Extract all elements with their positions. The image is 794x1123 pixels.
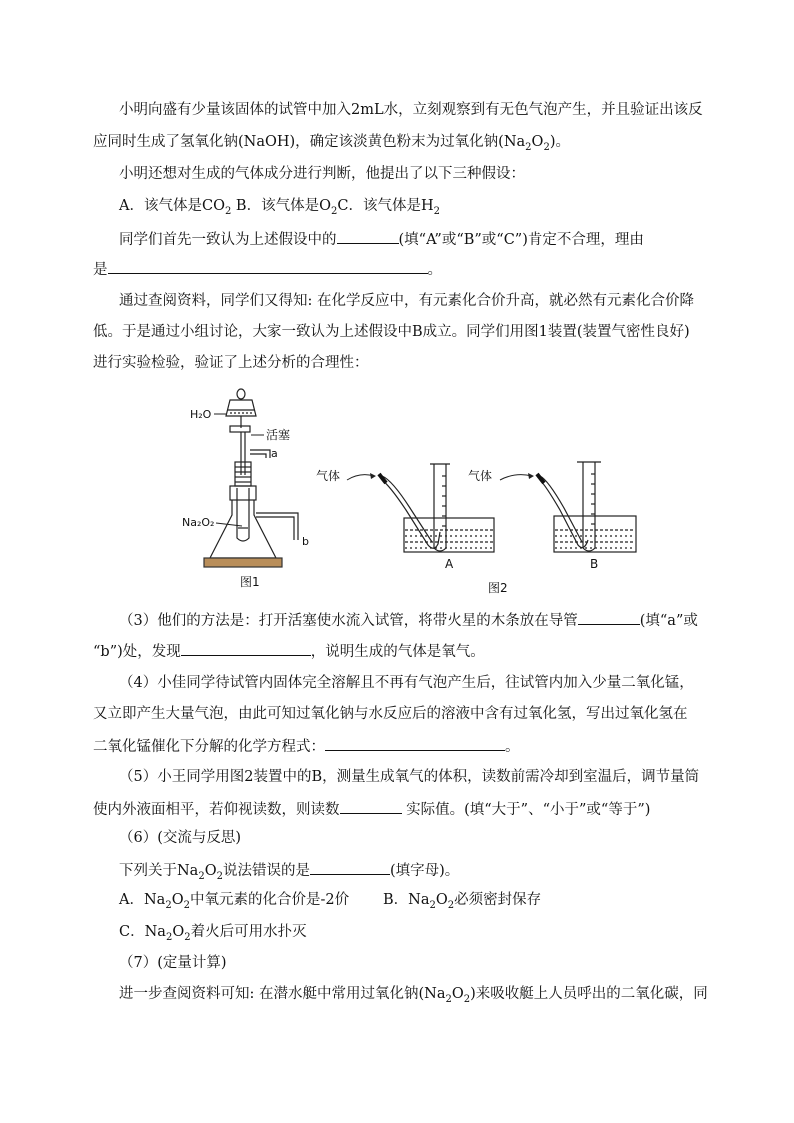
answer-blank-q4-equation[interactable]	[325, 735, 505, 751]
figure-1-caption: 图1	[240, 575, 260, 589]
question-7-line-1: 进一步查阅资料可知: 在潜水艇中常用过氧化钠$(Na_2O_2)$来吸收艇上人员呼出的二氧化碳，同	[119, 986, 708, 1005]
question-5-line-1: （5）小王同学用图2装置中的B，测量生成氧气的体积，读数前需冷却到室温后，调节量筒	[119, 769, 700, 785]
na2o2-label: Na₂O₂	[182, 516, 215, 529]
apparatus-figure	[170, 380, 640, 600]
tube-b-label: b	[302, 535, 309, 548]
tube-a-label: a	[271, 447, 278, 460]
valve-label: 活塞	[266, 428, 291, 442]
question-5-line-2: 使内外液面相平，若仰视读数，则读数 实际值。(填“大于”、“小于”或“等于”)	[93, 798, 650, 820]
question-3-line-2: “b”)处，发现 ，说明生成的气体是氧气。	[93, 640, 485, 662]
figure-2-caption: 图2	[488, 581, 508, 595]
answer-blank-q6[interactable]	[310, 859, 390, 875]
question-7-title: （7）(定量计算)	[119, 955, 227, 971]
paragraph-3-line-1: 通过查阅资料，同学们又得知: 在化学反应中，有元素化合价升高，就必然有元素化合价降	[119, 293, 694, 309]
question-4-line-1: （4）小佳同学待试管内固体完全溶解且不再有气泡产生后，往试管内加入少量二氧化锰，	[119, 675, 694, 691]
answer-blank-q5[interactable]	[340, 798, 402, 814]
answer-blank-hypothesis[interactable]	[337, 228, 399, 244]
answer-blank-reason[interactable]	[108, 258, 428, 274]
question-6-option-b: B．$Na_2O_2$必须密封保存	[383, 892, 542, 911]
h2o-label: H₂O	[190, 408, 212, 421]
question-reason: 是 。	[93, 258, 442, 280]
paragraph-3-line-2: 低。于是通过小组讨论，大家一致认为上述假设中B成立。同学们用图1装置(装置气密性良好)	[93, 324, 690, 340]
gas-label-a: 气体	[316, 469, 341, 483]
question-4-line-3: 二氧化锰催化下分解的化学方程式： 。	[93, 735, 520, 757]
paragraph-3-line-3: 进行实验检验，验证了上述分析的合理性：	[93, 355, 369, 371]
gas-label-b: 气体	[468, 469, 493, 483]
paragraph-1-line-2: 应同时生成了氢氧化钠(NaOH)，确定该淡黄色粉末为过氧化钠$(Na_2O_2)$。	[93, 134, 570, 153]
figure-1-apparatus	[204, 389, 298, 567]
question-3-line-1: （3）他们的方法是：打开活塞使水流入试管，将带火星的木条放在导管 (填“a”或	[119, 609, 698, 631]
question-6-title: （6）(交流与反思)	[119, 830, 242, 846]
setup-b-label: B	[590, 557, 599, 571]
hypotheses: A．该气体是$CO_2$ B．该气体是$O_2C$．该气体是$H_2$	[119, 198, 440, 217]
answer-blank-q3-tube[interactable]	[578, 609, 640, 625]
question-6-option-a: A．$Na_2O_2$中氧元素的化合价是-2价	[119, 892, 350, 911]
paragraph-2: 小明还想对生成的气体成分进行判断，他提出了以下三种假设：	[119, 166, 525, 182]
setup-a-label: A	[445, 557, 454, 571]
answer-blank-q3-observe[interactable]	[181, 640, 311, 656]
paragraph-1-line-1: 小明向盛有少量该固体的试管中加入2mL水，立刻观察到有无色气泡产生，并且验证出该反	[119, 102, 703, 118]
question-hypothesis: 同学们首先一致认为上述假设中的 (填“A”或“B”或“C”)肯定不合理，理由	[119, 228, 644, 250]
question-6-stem: 下列关于$Na_2O_2$说法错误的是 (填字母)。	[119, 859, 459, 881]
question-6-option-c: C．$Na_2O_2$着火后可用水扑灭	[119, 924, 307, 943]
figure-2-setup-b	[540, 462, 636, 552]
question-4-line-2: 又立即产生大量气泡，由此可知过氧化钠与水反应后的溶液中含有过氧化氢，写出过氧化氢在	[93, 706, 688, 722]
